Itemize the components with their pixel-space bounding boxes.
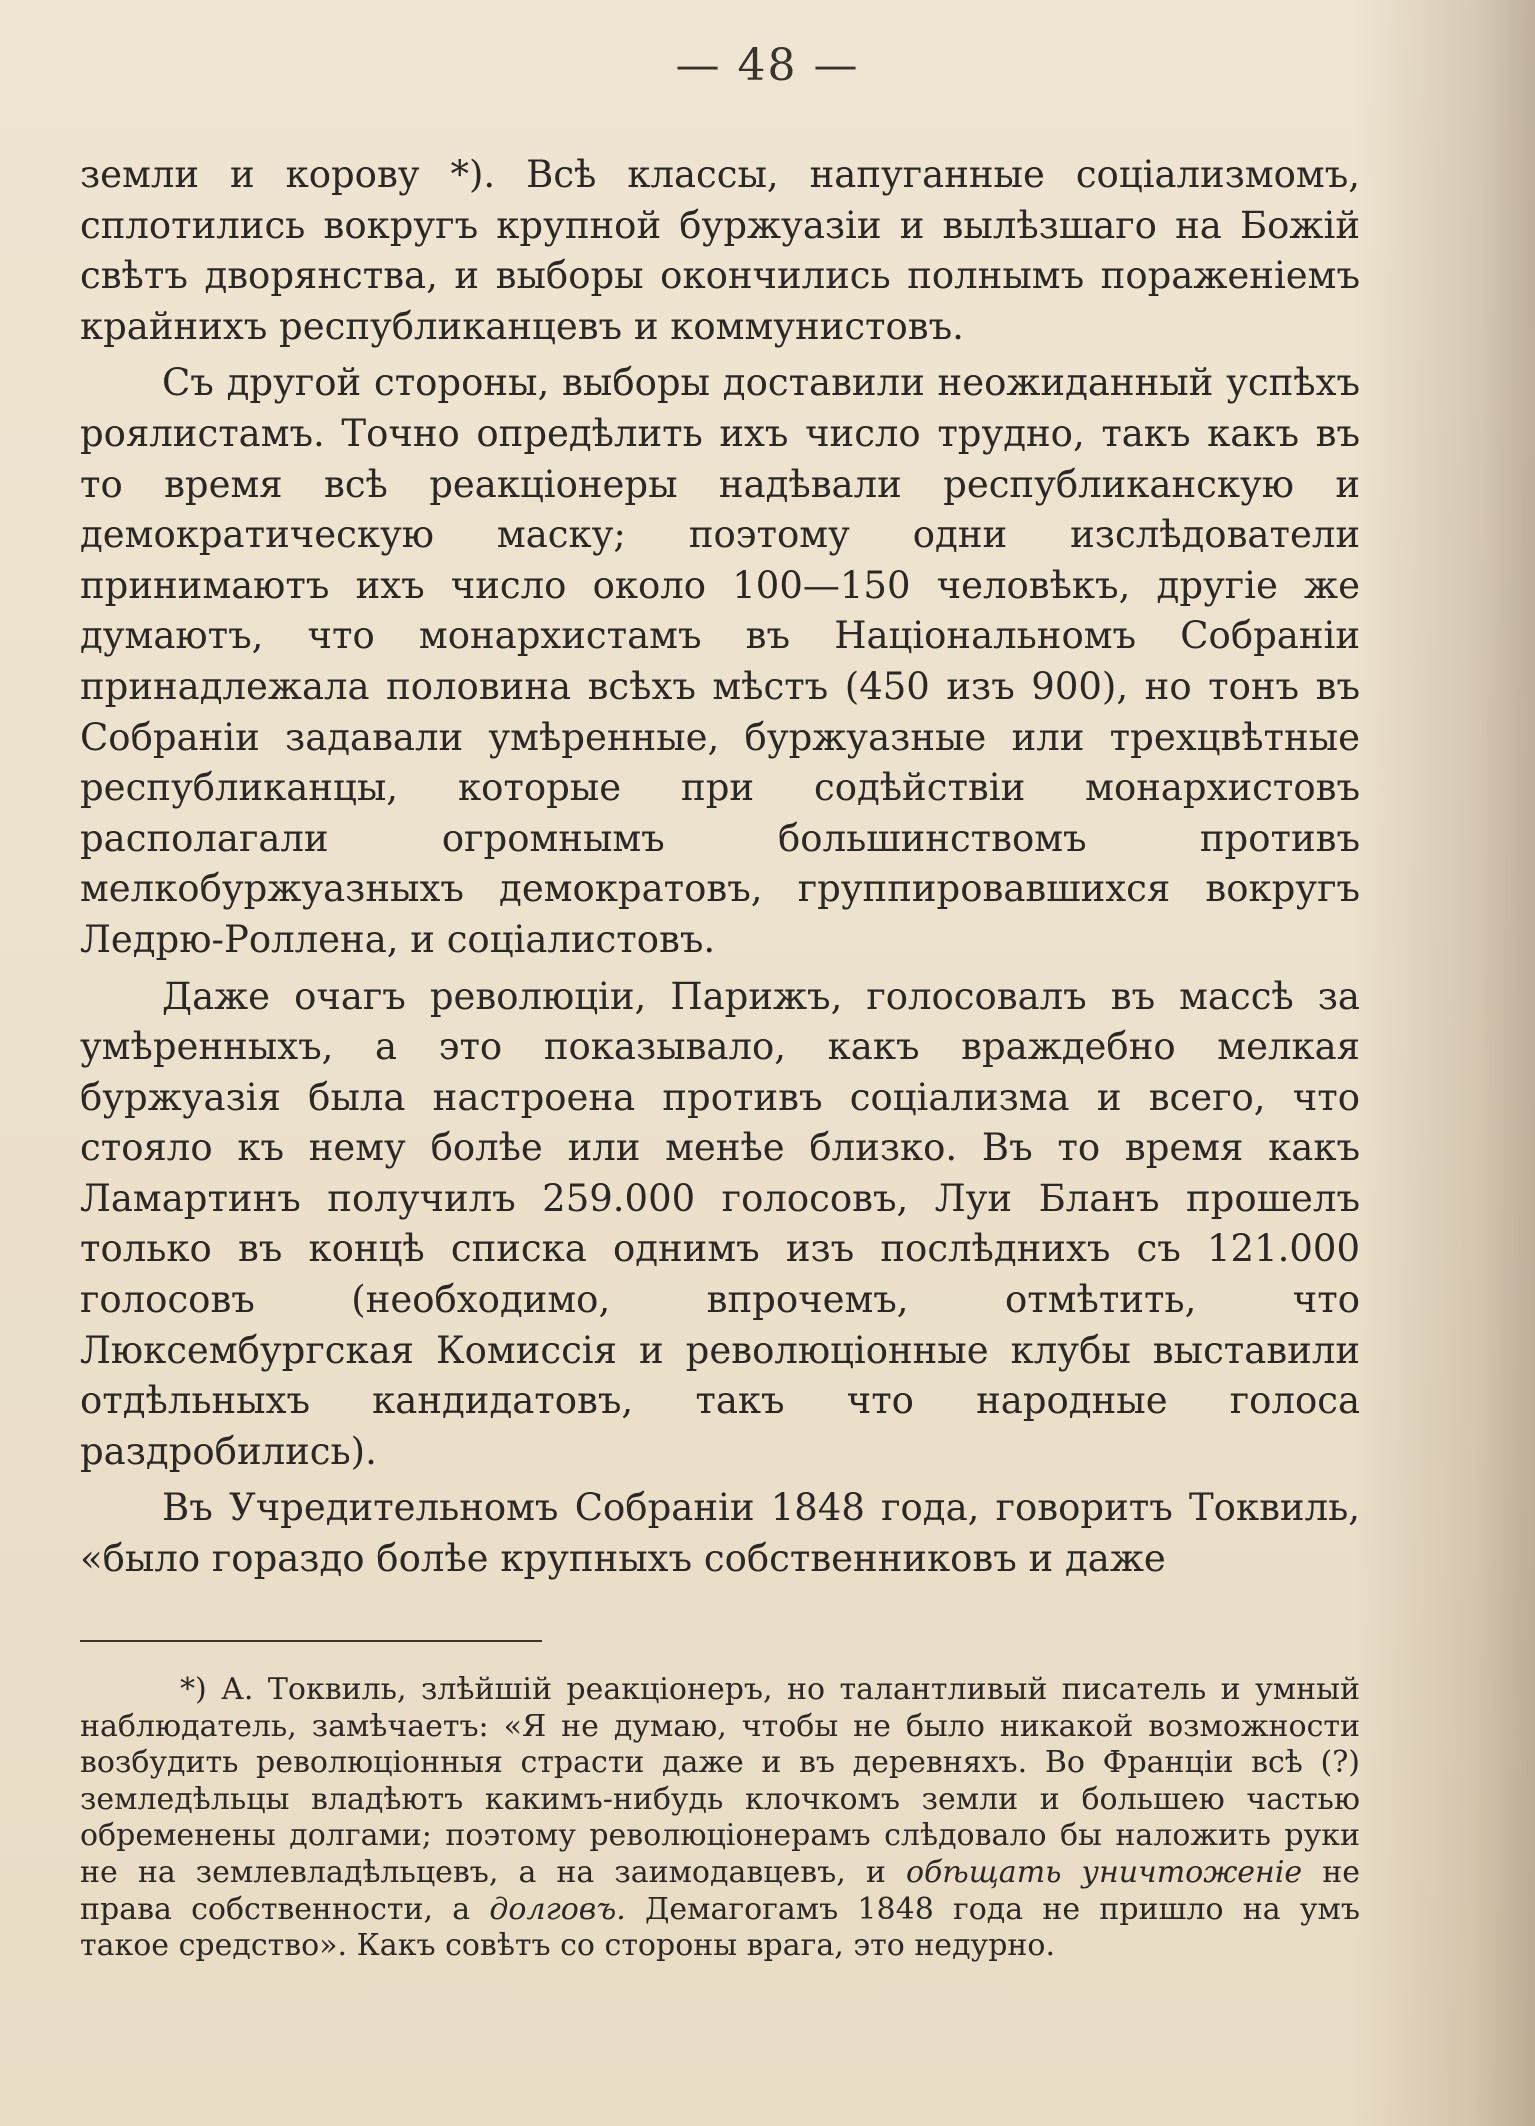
footnote-text: не права собственности, а — [80, 1854, 1360, 1927]
footnote-italic-text: обѣщать уничтоженіе — [905, 1854, 1303, 1890]
footnote — [80, 1672, 1360, 1965]
footnote-paragraph — [80, 1672, 1360, 1965]
footnote-text: *) А. Токвиль, злѣйшій реакціонеръ, но талантливый писатель и умный наблюдатель, замѣчаетъ: «Я не думаю, чтобы не было никакой возможности возбудить революціонныя страсти даже и въ деревняхъ. Во Франціи всѣ (?) земледѣльцы владѣютъ какимъ-нибудь клочкомъ земли и большею частью обременены долгами; поэтому революціонерамъ слѣдовало бы наложить руки не на землевладѣльцевъ, а на заимодавцевъ, и — [80, 1672, 1360, 1890]
paragraph: Въ Учредительномъ Собраніи 1848 года, говоритъ Токвиль, «было гораздо болѣе крупныхъ собственниковъ и даже — [80, 1486, 1360, 1581]
footnote-italic-text: долговъ. — [489, 1891, 626, 1927]
paragraph: Съ другой стороны, выборы доставили неожиданный успѣхъ роялистамъ. Точно опредѣлить ихъ число трудно, такъ какъ въ то время всѣ реакціонеры надѣвали республиканскую и демократическую маску; поэтому одни изслѣдователи принимаютъ ихъ число около 100—150 человѣкъ, другіе же думаютъ, что монархистамъ въ Національномъ Собраніи принадлежала половина всѣхъ мѣстъ (450 изъ 900), но тонъ въ Собраніи задавали умѣренные, буржуазные или трехцвѣтные республиканцы, которые при содѣйствіи монархистовъ располагали огромнымъ большинствомъ противъ мелкобуржуазныхъ демократовъ, группировавшихся вокругъ Ледрю-Роллена, и соціалистовъ. — [80, 361, 1360, 961]
paragraph: Даже очагъ революціи, Парижъ, голосовалъ въ массѣ за умѣренныхъ, а это показывало, какъ враждебно мелкая буржуазія была настроена противъ соціализма и всего, что стояло къ нему болѣе или менѣе близко. Въ то время какъ Ламартинъ получилъ 259.000 голосовъ, Луи Бланъ прошелъ только въ концѣ списка однимъ изъ послѣднихъ съ 121.000 голосовъ (необходимо, впрочемъ, отмѣтить, что Люксембургская Комиссія и революціонные клубы выставили отдѣльныхъ кандидатовъ, такъ что народные голоса раздробились). — [80, 974, 1360, 1473]
page-number: — 48 — — [675, 40, 860, 91]
footnote-text: Демагогамъ 1848 года не пришло на умъ такое средство». Какъ совѣтъ со стороны врага, это недурно. — [80, 1891, 1360, 1964]
footnote-divider — [80, 1640, 542, 1642]
main-text — [80, 150, 1360, 1585]
paragraph: земли и корову *). Всѣ классы, напуганные соціализмомъ, сплотились вокругъ крупной буржуазіи и вылѣзшаго на Божій свѣтъ дворянства, и выборы окончились полнымъ пораженіемъ крайнихъ республиканцевъ и коммунистовъ. — [80, 153, 1360, 348]
